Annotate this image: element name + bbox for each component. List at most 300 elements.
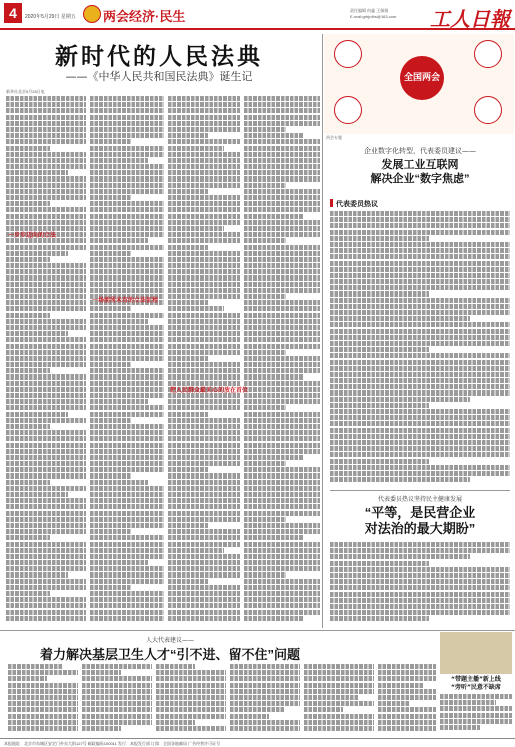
text-line [330,440,510,445]
text-line [90,269,164,274]
text-line [330,329,510,334]
text-line [90,189,164,194]
text-line [90,356,164,361]
text-line [244,350,286,355]
text-line [168,572,240,577]
bottom-article-column [230,664,300,734]
text-line [244,381,320,386]
text-line [244,337,320,342]
text-line [90,535,164,540]
column-divider [322,34,323,628]
text-line [244,356,320,361]
text-line [168,195,240,200]
text-line [244,430,320,435]
text-line [6,529,86,534]
text-line [244,579,320,584]
text-line [82,689,152,694]
text-line [244,269,320,274]
text-line [244,511,320,516]
text-line [6,220,86,225]
text-line [304,707,343,712]
text-line [156,676,226,681]
text-line [6,523,86,528]
text-line [6,443,86,448]
text-line [330,573,510,578]
text-line [6,498,86,503]
text-line [6,207,86,212]
text-line [8,670,78,675]
text-line [90,214,164,219]
editor-info: 责任编辑 何鑫 王娟娟 E-mail:grbjrdhs@163.com [350,8,397,19]
text-line [168,523,208,528]
text-line [90,504,164,509]
text-line [244,306,320,311]
text-line [6,170,68,175]
text-line [8,701,78,706]
text-line [90,517,164,522]
text-line [230,676,300,681]
text-line [244,133,303,138]
text-line [90,263,164,268]
text-line [156,695,226,700]
text-line [168,263,240,268]
text-line [378,720,436,725]
text-line [244,542,320,547]
text-line [82,707,152,712]
text-line [156,701,226,706]
text-line [330,397,470,402]
text-line [168,207,240,212]
text-line [168,548,224,553]
text-line [6,108,86,113]
text-line [90,102,164,107]
text-line [168,424,240,429]
text-line [6,603,86,608]
text-line [330,459,429,464]
text-line [168,238,240,243]
text-line [330,409,510,414]
text-line [168,418,240,423]
text-line [6,96,86,101]
text-line [330,592,510,597]
text-line [6,263,86,268]
text-line [330,471,510,476]
text-line [90,616,164,621]
text-line [6,337,86,342]
text-line [244,467,320,472]
text-line [90,430,164,435]
text-line [8,726,78,731]
text-line [6,152,86,157]
text-line [244,127,286,132]
text-line [330,542,510,547]
text-line [6,245,86,250]
text-line [168,350,240,355]
text-line [244,121,320,126]
text-line [330,415,510,420]
text-line [168,257,240,262]
text-line [330,554,470,559]
text-line [6,288,86,293]
text-line [168,288,240,293]
text-line [330,254,510,259]
text-line [330,561,429,566]
text-line [82,726,121,731]
text-line [90,133,164,138]
text-line [168,115,240,120]
text-line [90,572,164,577]
text-line [168,269,240,274]
text-line [440,719,512,724]
text-line [90,529,131,534]
text-line [6,418,86,423]
text-line [168,127,240,132]
text-line [378,683,423,688]
text-line [244,585,320,590]
text-line [168,201,240,206]
text-line [82,714,152,719]
text-line [90,115,164,120]
text-line [330,261,510,266]
text-line [168,449,240,454]
text-line [6,504,86,509]
text-line [168,492,240,497]
text-line [330,353,510,358]
text-line [330,310,510,315]
text-line [244,146,320,151]
text-line [168,455,240,460]
text-line [304,701,374,706]
text-line [6,257,50,262]
text-line [90,127,164,132]
text-line [90,399,148,404]
text-line [304,664,374,669]
text-line [6,127,86,132]
text-line [330,465,510,470]
text-line [90,146,164,151]
masthead-logo: 工人日報 [430,9,510,31]
text-line [230,707,285,712]
text-line [82,695,152,700]
text-line [6,238,86,243]
text-line [330,446,510,451]
text-line [330,390,510,395]
text-line [168,399,240,404]
text-line [82,701,152,706]
text-line [440,694,512,699]
text-line [6,566,86,571]
text-line [82,664,152,669]
text-line [90,405,164,410]
text-line [90,424,164,429]
text-line [90,319,148,324]
text-line [244,387,320,392]
bottom-article-column [304,664,374,734]
text-line [168,585,240,590]
text-line [90,455,164,460]
text-line [244,362,320,367]
text-line [244,282,320,287]
text-line [90,548,164,553]
text-line [244,108,320,113]
text-line [244,424,320,429]
text-line [90,232,164,237]
text-line [440,725,480,730]
section-subhead-1: 一步步迈向的立法 [8,232,57,239]
text-line [90,121,164,126]
text-line [156,714,226,719]
bottom-article-column [82,664,152,734]
text-line [168,251,240,256]
text-line [230,714,269,719]
text-line [156,707,226,712]
text-line [244,220,320,225]
text-line [244,115,320,120]
text-line [6,412,68,417]
text-line [156,664,195,669]
text-line [330,403,429,408]
text-line [6,294,86,299]
text-line [90,387,164,392]
text-line [330,428,510,433]
text-line [304,683,374,688]
text-line [168,146,224,151]
text-line [168,405,240,410]
text-line [90,610,164,615]
text-line [6,449,86,454]
text-line [244,535,303,540]
text-line [90,579,164,584]
text-line [330,421,510,426]
text-line [90,331,164,336]
text-line [244,294,286,299]
text-line [230,689,300,694]
text-line [330,267,510,272]
text-line [168,368,240,373]
text-line [168,96,240,101]
text-line [378,670,436,675]
text-line [168,300,208,305]
text-line [6,282,86,287]
text-line [168,480,240,485]
text-line [230,720,300,725]
text-line [90,170,164,175]
text-line [90,368,164,373]
text-line [8,683,78,688]
text-line [330,616,429,621]
text-line [6,480,50,485]
text-line [330,347,429,352]
text-line [6,579,86,584]
graphic-bubble [334,96,362,124]
section-divider [330,490,510,491]
text-line [6,572,68,577]
text-line [6,269,86,274]
publication-date: 2020年5月29日 星期五 [25,14,76,20]
text-line [6,350,86,355]
text-line [6,344,86,349]
text-line [8,695,78,700]
text-line [90,152,164,157]
text-line [244,96,320,101]
text-line [244,344,320,349]
text-line [330,242,510,247]
text-line [330,223,510,228]
text-line [168,108,240,113]
text-line [90,325,164,330]
text-line [244,226,320,231]
text-line [168,362,240,367]
text-line [330,384,510,389]
text-line [440,700,496,705]
right-article-2-kicker: 代表委员热议坚持民主健康发展 [377,496,462,503]
text-line [244,405,286,410]
text-line [90,603,164,608]
text-line [304,689,374,694]
text-line [90,374,164,379]
text-line [244,232,320,237]
text-line [6,511,86,516]
text-line [230,695,300,700]
text-line [6,313,50,318]
text-line [440,713,512,718]
text-line [168,245,208,250]
text-line [330,372,510,377]
text-line [6,591,50,596]
text-line [244,566,320,571]
text-line [244,325,320,330]
text-line [244,480,320,485]
text-line [6,393,86,398]
text-line [230,726,300,731]
text-line [244,195,320,200]
emblem-icon [83,5,101,23]
text-line [244,449,320,454]
text-line [6,486,86,491]
text-line [244,331,320,336]
text-line [330,316,470,321]
right-article-kicker: 企业数字化转型，代表委员建议—— [364,147,476,155]
text-line [90,226,164,231]
text-line [244,504,320,509]
text-line [168,152,240,157]
text-line [6,616,86,621]
text-line [330,291,429,296]
text-line [90,554,164,559]
text-line [168,189,208,194]
text-line [244,214,303,219]
text-line [6,300,86,305]
text-line [330,452,510,457]
text-line [6,517,86,522]
text-line [244,455,303,460]
text-line [168,121,240,126]
text-line [156,683,226,688]
text-line [168,183,240,188]
text-line [168,591,240,596]
text-line [6,473,86,478]
text-line [90,461,164,466]
text-line [90,492,164,497]
text-line [330,366,510,371]
text-line [90,201,164,206]
text-line [90,362,131,367]
text-line [8,664,63,669]
text-line [230,701,300,706]
graphic-bubble [474,40,502,68]
text-line [244,523,320,528]
bottom-article-column [8,664,78,734]
text-line [90,585,131,590]
text-line [244,393,320,398]
text-line [6,356,86,361]
text-line [244,102,320,107]
text-line [90,238,148,243]
text-line [6,436,86,441]
text-line [168,294,240,299]
text-line [378,676,436,681]
text-line [244,251,320,256]
text-line [168,535,240,540]
text-line [244,529,320,534]
text-line [244,591,320,596]
text-line [330,360,510,365]
text-line [244,139,320,144]
text-line [330,434,510,439]
text-line [90,306,131,311]
text-line [6,467,86,472]
text-line [168,529,240,534]
bottom-article-column [378,664,436,734]
text-line [330,585,510,590]
text-line [6,399,86,404]
text-line [244,610,320,615]
text-line [90,542,164,547]
text-line [168,170,240,175]
text-line [90,282,164,287]
article-column-4 [244,96,320,626]
text-line [6,195,86,200]
text-line [440,706,512,711]
bottom-article-kicker: 人大代表建议—— [145,637,194,644]
text-line [330,298,510,303]
text-line [230,664,300,669]
text-line [8,689,78,694]
text-line [330,285,510,290]
text-line [90,139,131,144]
text-line [244,572,286,577]
text-line [6,325,86,330]
text-line [90,436,164,441]
text-line [168,356,208,361]
text-line [168,226,224,231]
text-line [168,102,240,107]
text-line [244,486,320,491]
text-line [330,279,510,284]
text-line [168,214,240,219]
text-line [6,146,50,151]
text-line [6,405,86,410]
text-line [244,189,320,194]
side-item-title: “带题主播”新上线 “旁听”民意不缺席 [451,676,501,691]
text-line [244,412,320,417]
text-line [330,322,510,327]
text-line [90,251,131,256]
text-line [244,560,320,565]
text-line [378,695,436,700]
graphic-bubble [334,40,362,68]
text-line [168,467,208,472]
